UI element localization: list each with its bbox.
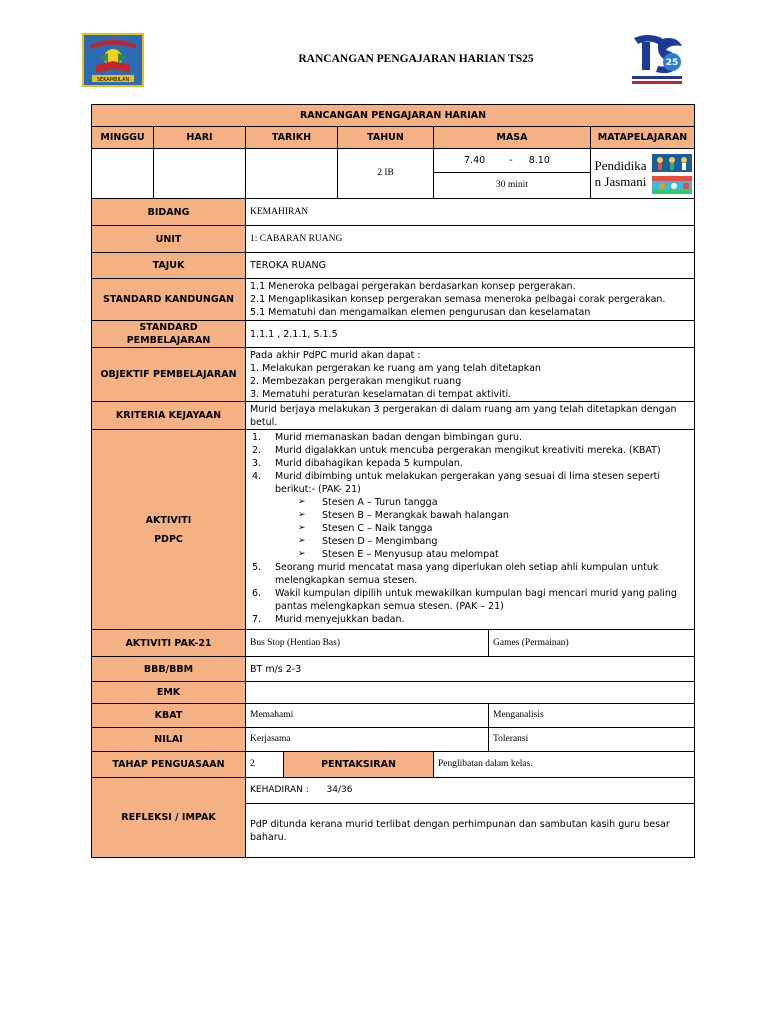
- masa-start: 7.40: [464, 155, 486, 166]
- kehadiran-value: [246, 778, 695, 804]
- sp-value: 1.1.1 , 2.1.1, 5.1.5: [246, 321, 695, 348]
- objektif-line: 1. Melakukan pergerakan ke ruang am yang telah ditetapkan: [250, 362, 541, 374]
- list-item: 2. Murid digalakkan untuk mencuba pergerakan mengikut kreativiti mereka. (KBAT): [252, 445, 661, 456]
- pentaksiran-value: Penglibatan dalam kelas.: [434, 752, 695, 778]
- arrow-bullet-icon: ➢: [298, 497, 306, 507]
- bidang-label: BIDANG: [92, 199, 246, 226]
- textbook-cover-icon: [652, 176, 692, 194]
- kehadiran-count: 34/36: [326, 785, 353, 795]
- table-title: RANCANGAN PENGAJARAN HARIAN: [92, 105, 695, 127]
- col-masa: MASA: [434, 127, 591, 149]
- objektif-line: Pada akhir PdPC murid akan dapat :: [250, 349, 421, 361]
- list-item: 1. Murid memanaskan badan dengan bimbingan guru.: [252, 432, 523, 443]
- objektif-line: 3. Mematuhi peraturan keselamatan di tempat aktiviti.: [250, 388, 512, 400]
- stesen-item: ➢ Stesen C – Naik tangga: [298, 523, 433, 534]
- col-hari: HARI: [154, 127, 246, 149]
- tajuk-value: TEROKA RUANG: [246, 253, 695, 279]
- arrow-bullet-icon: ➢: [298, 549, 306, 559]
- stesen-item: ➢ Stesen A – Turun tangga: [298, 497, 438, 508]
- svg-text:SEKAMBILAN: SEKAMBILAN: [96, 77, 130, 83]
- pak21-a: Bus Stop (Hentian Bas): [246, 630, 489, 657]
- kriteria-label: KRITERIA KEJAYAAN: [92, 402, 246, 430]
- list-item: 5. Seorang murid mencatat masa yang diperlukan oleh setiap ahli kumpulan untuk melengkapkan semua stesen.: [252, 562, 659, 586]
- aktiviti-label-line: AKTIVITI: [145, 514, 192, 526]
- masa-dash: -: [509, 155, 513, 166]
- sk-line: 5.1 Mematuhi dan mengamalkan elemen pengurusan dan keselamatan: [250, 307, 591, 318]
- aktiviti-value: [246, 430, 695, 630]
- aktiviti-label-line: PDPC: [154, 533, 183, 545]
- pak21-label: AKTIVITI PAK-21: [92, 630, 246, 657]
- stesen-item: ➢ Stesen D – Mengimbang: [298, 536, 438, 547]
- pak21-b: Games (Permainan): [489, 630, 695, 657]
- bidang-value: KEMAHIRAN: [246, 199, 695, 226]
- list-item: 6. Wakil kumpulan dipilih untuk mewakilkan kumpulan bagi mencari murid yang paling pantas melengkapkan semua stesen. (PAK – 21): [252, 588, 677, 612]
- ts25-logo: [628, 30, 686, 88]
- refleksi-label: REFLEKSI / IMPAK: [92, 778, 246, 858]
- arrow-bullet-icon: ➢: [298, 523, 306, 533]
- unit-label: UNIT: [92, 226, 246, 253]
- hari-value: [154, 149, 246, 199]
- nilai-label: NILAI: [92, 728, 246, 752]
- stesen-item: ➢ Stesen E – Menyusup atau melompat: [298, 549, 499, 560]
- tajuk-label: TAJUK: [92, 253, 246, 279]
- bbb-label: BBB/BBM: [92, 657, 246, 682]
- list-item: 7. Murid menyejukkan badan.: [252, 614, 405, 625]
- arrow-bullet-icon: ➢: [298, 536, 306, 546]
- nilai-a: Kerjasama: [246, 728, 489, 752]
- pj-images: [652, 154, 692, 194]
- sk-label: STANDARD KANDUNGAN: [92, 279, 246, 321]
- aktiviti-label: [92, 430, 246, 630]
- nilai-b: Toleransi: [489, 728, 695, 752]
- matapelajaran-cell: [591, 149, 695, 199]
- bbb-value: BT m/s 2-3: [246, 657, 695, 682]
- school-logo: [82, 33, 144, 87]
- list-item: 4. Murid dibimbing untuk melakukan pergerakan yang sesuai di lima stesen seperti berikut:- (PAK- 21): [252, 471, 660, 495]
- sk-line: 2.1 Mengaplikasikan konsep pergerakan semasa meneroka pelbagai corak pergerakan.: [250, 294, 666, 305]
- col-tarikh: TARIKH: [246, 127, 338, 149]
- objektif-label: OBJEKTIF PEMBELAJARAN: [92, 348, 246, 402]
- tarikh-value: [246, 149, 338, 199]
- masa-end: 8.10: [528, 155, 550, 166]
- objektif-value: [246, 348, 695, 402]
- kehadiran-label: KEHADIRAN :: [250, 785, 309, 795]
- col-minggu: MINGGU: [92, 127, 154, 149]
- svg-text:25: 25: [665, 58, 679, 68]
- emk-label: EMK: [92, 682, 246, 704]
- objektif-line: 2. Membezakan pergerakan mengikut ruang: [250, 375, 462, 387]
- stesen-item: ➢ Stesen B – Merangkak bawah halangan: [298, 510, 509, 521]
- arrow-bullet-icon: ➢: [298, 510, 306, 520]
- kriteria-value: Murid berjaya melakukan 3 pergerakan di dalam ruang am yang telah ditetapkan dengan betul.: [246, 402, 695, 430]
- tahap-label: TAHAP PENGUASAAN: [92, 752, 246, 778]
- aktiviti-list: [250, 431, 690, 626]
- unit-value: 1: CABARAN RUANG: [246, 226, 695, 253]
- page-title: RANCANGAN PENGAJARAN HARIAN TS25: [298, 53, 534, 65]
- kbat-b: Menganalisis: [489, 704, 695, 728]
- sports-image-icon: [652, 154, 692, 172]
- pentaksiran-label: PENTAKSIRAN: [284, 752, 434, 778]
- kbat-a: Memahami: [246, 704, 489, 728]
- tahun-value: 2 IB: [338, 149, 434, 199]
- col-tahun: TAHUN: [338, 127, 434, 149]
- masa-time: [434, 149, 591, 173]
- col-matapelajaran: MATAPELAJARAN: [591, 127, 695, 149]
- rph-table: [91, 104, 695, 858]
- emk-value: [246, 682, 695, 704]
- sp-label: STANDARD PEMBELAJARAN: [92, 321, 246, 348]
- masa-duration: 30 minit: [434, 173, 591, 199]
- refleksi-value: PdP ditunda kerana murid terlibat dengan perhimpunan dan sambutan kasih guru besar baharu.: [246, 804, 695, 858]
- sk-line: 1.1 Meneroka pelbagai pergerakan berdasarkan konsep pergerakan.: [250, 281, 576, 292]
- kbat-label: KBAT: [92, 704, 246, 728]
- matapelajaran-value: Pendidikan Jasmani: [594, 157, 647, 189]
- minggu-value: [92, 149, 154, 199]
- list-item: 3. Murid dibahagikan kepada 5 kumpulan.: [252, 458, 463, 469]
- sk-value: [246, 279, 695, 321]
- tahap-value: 2: [246, 752, 284, 778]
